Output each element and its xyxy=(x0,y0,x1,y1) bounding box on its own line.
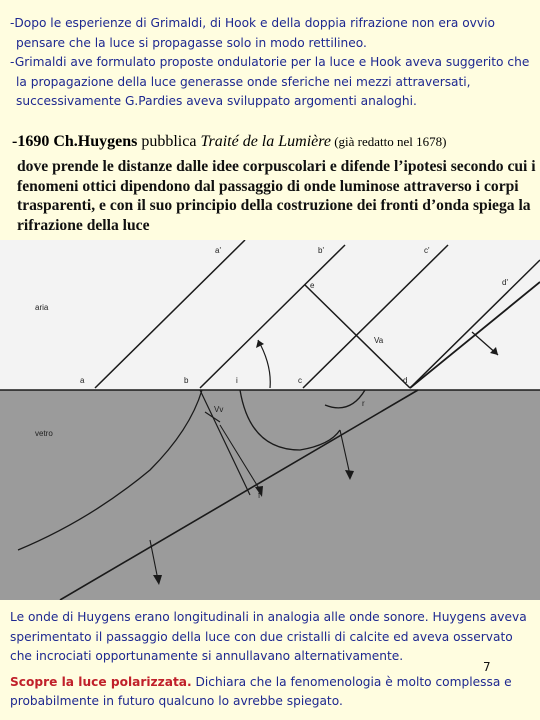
page-number: 7 xyxy=(483,660,491,674)
polarization-highlight: Scopre la luce polarizzata. xyxy=(10,674,192,689)
heading-verb: pubblica xyxy=(137,133,201,150)
label-a-prime: a' xyxy=(215,246,221,255)
footer-tail: Dichiara che la fenomenologia è molto complessa e probabilmente in futuro qualcuno lo avrebbe spiegato. xyxy=(10,674,512,708)
label-a: a xyxy=(80,376,85,385)
label-c: c xyxy=(298,376,302,385)
label-b: b xyxy=(184,376,189,385)
huygens-refraction-figure xyxy=(0,240,540,600)
label-r: r xyxy=(362,399,365,408)
intro-text xyxy=(10,14,535,112)
intro-paragraph-2: -Grimaldi ave formulato proposte ondulatorie per la luce e Hook aveva suggerito che la propagazione della luce generasse onde sferiche nei mezzi attraversati, successivamente G.Pardies aveva sviluppato argomenti analoghi. xyxy=(10,55,530,108)
label-vetro: vetro xyxy=(35,429,53,438)
footer-paragraph: Le onde di Huygens erano longitudinali in analogia alle onde sonore. Huygens aveva sperimentato il passaggio della luce con due cristalli di calcite ed aveva osservato che incrociati opportunamente si annullavano alternativamente. xyxy=(10,610,527,663)
label-vv: Vv xyxy=(214,405,224,414)
label-d-prime: d' xyxy=(502,278,508,287)
heading-note: (già redatto nel 1678) xyxy=(330,134,447,149)
heading xyxy=(12,132,537,152)
air-region xyxy=(0,240,540,390)
label-c-prime: c' xyxy=(424,246,430,255)
description: dove prende le distanze dalle idee corpuscolari e difende l’ipotesi secondo cui i fenomeni ottici dipendono dal passaggio di onde luminose attraverso i corpi trasparenti, e con il suo principio della costruzione dei fronti d’onda spiega la rifrazione della luce xyxy=(17,158,536,234)
label-d: d xyxy=(403,376,408,385)
label-f: f xyxy=(258,491,261,500)
intro-paragraph-1: -Dopo le esperienze di Grimaldi, di Hook e della doppia rifrazione non era ovvio pensare che la luce si propagasse solo in modo rettilineo. xyxy=(10,16,495,50)
label-i: i xyxy=(236,376,238,385)
label-va: Va xyxy=(374,336,384,345)
heading-prefix: -1690 Ch.Huygens xyxy=(12,133,138,150)
label-e: e xyxy=(310,281,315,290)
footer-text xyxy=(10,608,530,712)
heading-title: Traité de la Lumière xyxy=(200,133,331,150)
label-b-prime: b' xyxy=(318,246,324,255)
glass-region xyxy=(0,390,540,600)
label-aria: aria xyxy=(35,303,49,312)
